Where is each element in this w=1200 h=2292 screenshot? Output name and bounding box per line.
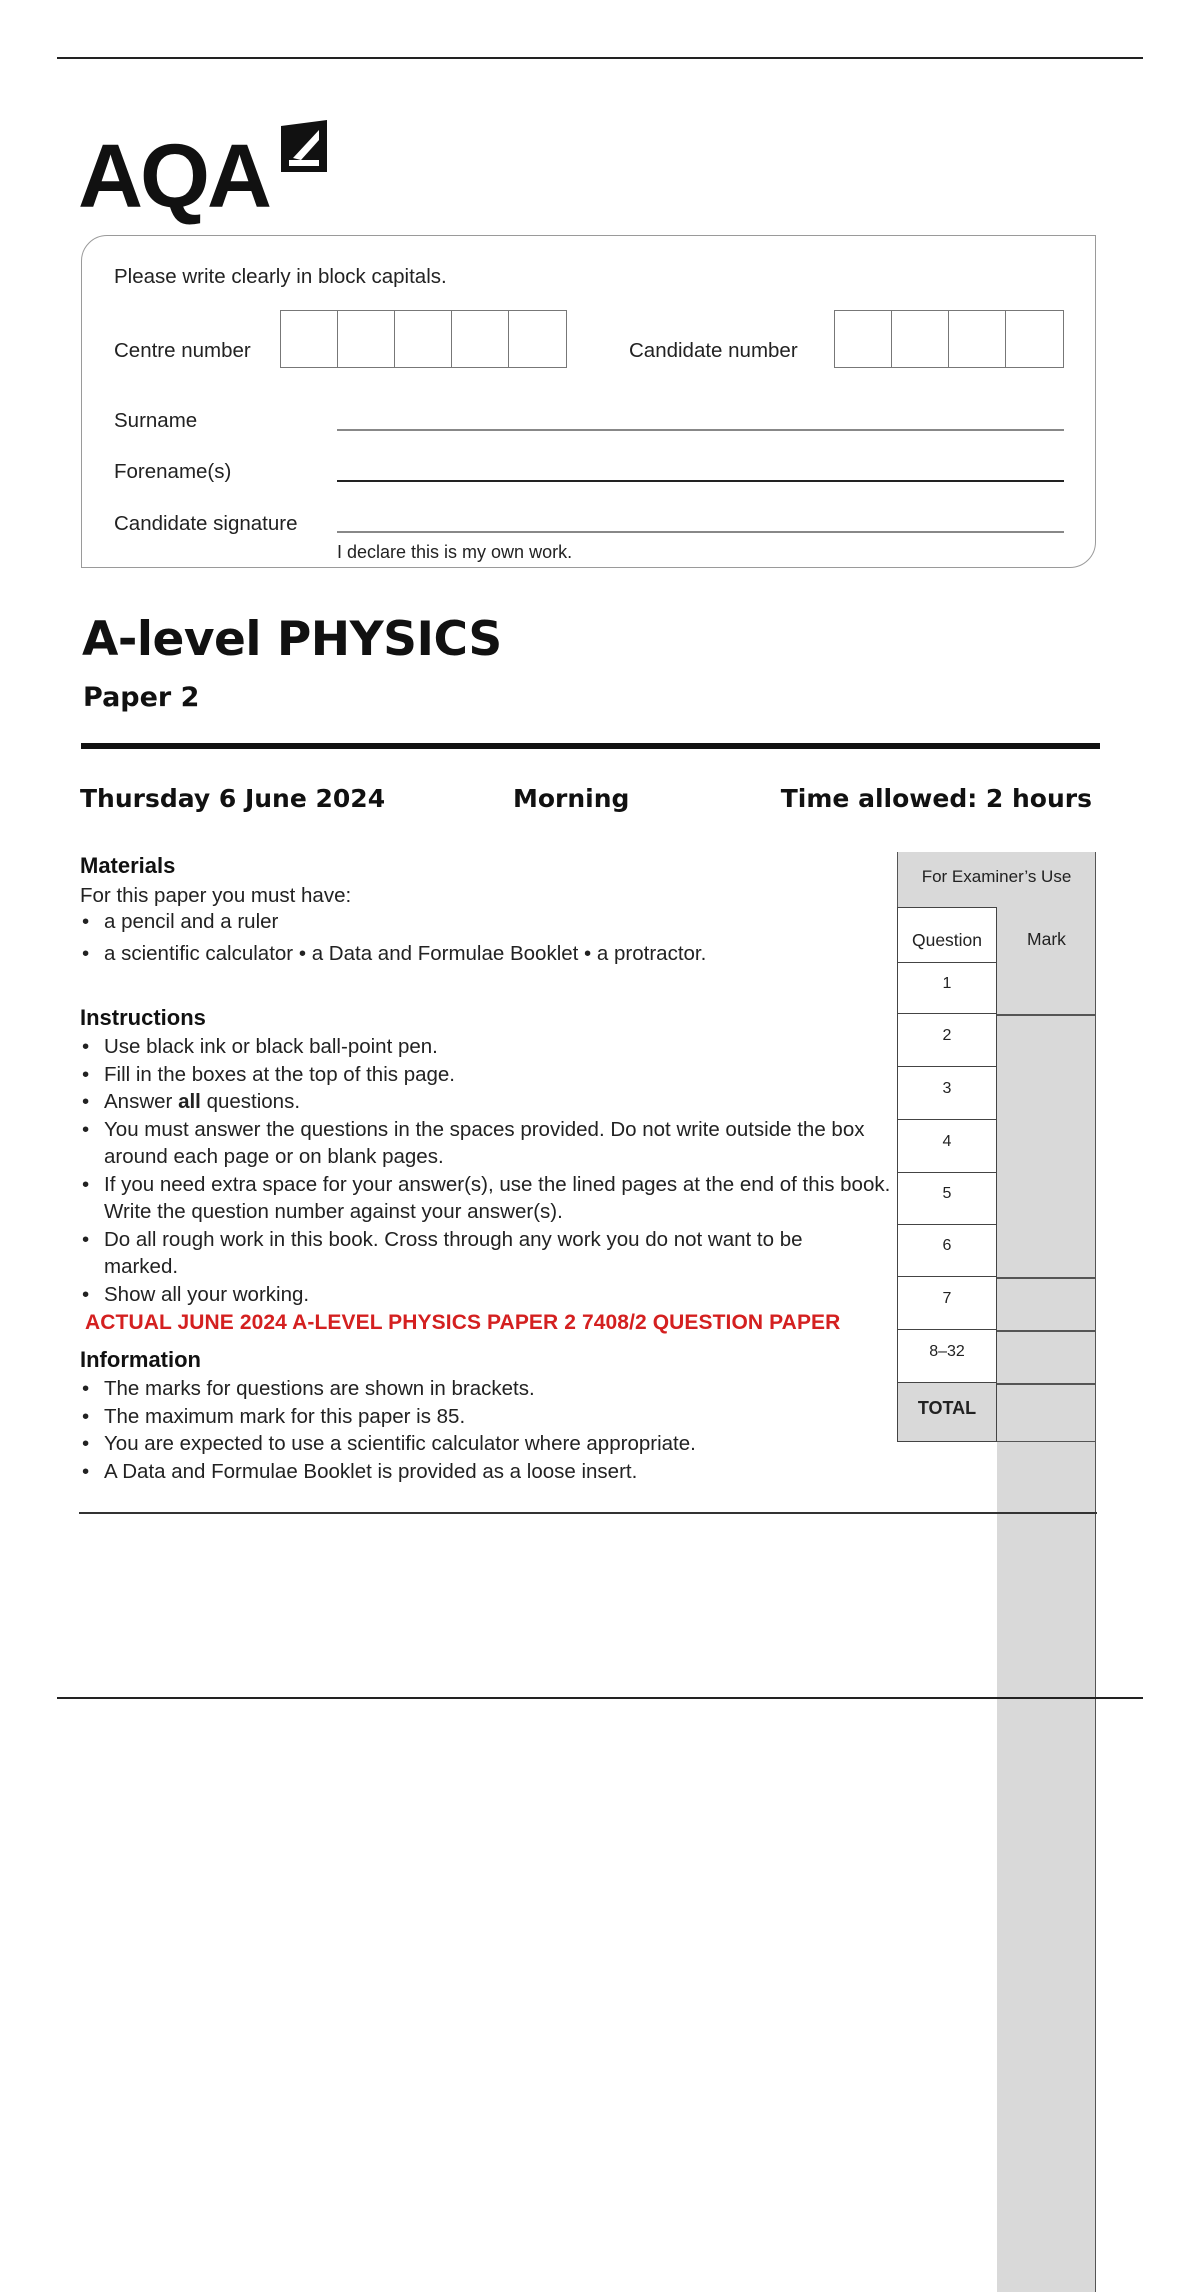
question-row: 5 <box>897 1173 997 1225</box>
centre-number-digit[interactable] <box>338 311 395 367</box>
exam-session: Morning <box>513 784 630 813</box>
aqa-logo <box>78 112 331 227</box>
forenames-label: Forename(s) <box>114 460 232 483</box>
examiner-use-heading: For Examiner’s Use <box>897 852 1096 907</box>
paper-subtitle: Paper 2 <box>83 682 200 713</box>
centre-number-digit[interactable] <box>395 311 452 367</box>
list-item: • The marks for questions are shown in brackets. <box>80 1375 910 1403</box>
list-item: • You are expected to use a scientific calculator where appropriate. <box>80 1430 910 1458</box>
centre-number-digit[interactable] <box>452 311 509 367</box>
time-allowed: Time allowed: 2 hours <box>780 784 1092 813</box>
information-heading: Information <box>80 1347 201 1372</box>
candidate-number-label: Candidate number <box>629 339 798 362</box>
candidate-number-digit[interactable] <box>835 311 892 367</box>
list-item: • Show all your working. <box>80 1281 910 1309</box>
materials-intro: For this paper you must have: <box>80 884 352 907</box>
mark-separator <box>997 1277 1096 1279</box>
centre-number-digit[interactable] <box>281 311 338 367</box>
surname-field[interactable] <box>337 429 1064 431</box>
materials-heading: Materials <box>80 853 176 878</box>
mark-separator <box>997 1330 1096 1332</box>
list-item-text: Answer <box>104 1090 173 1113</box>
exam-date: Thursday 6 June 2024 <box>80 784 386 813</box>
candidate-number-digit[interactable] <box>949 311 1006 367</box>
materials-list <box>80 908 820 967</box>
list-item-text: questions. <box>206 1090 301 1113</box>
question-column-header: Question <box>897 907 997 962</box>
centre-number-boxes[interactable] <box>280 310 567 368</box>
list-item: • You must answer the questions in the spaces provided. Do not write outside the box around each page or on blank pages. <box>80 1116 904 1171</box>
centre-number-digit[interactable] <box>509 311 566 367</box>
candidate-number-boxes[interactable] <box>834 310 1064 368</box>
block-capitals-instruction: Please write clearly in block capitals. <box>114 265 447 288</box>
candidate-number-digit[interactable] <box>1006 311 1063 367</box>
bottom-rule <box>57 1697 1143 1699</box>
surname-label: Surname <box>114 409 198 432</box>
list-item: • Do all rough work in this book. Cross through any work you do not want to be marked. <box>80 1226 804 1281</box>
mark-column-fill <box>997 907 1096 1442</box>
aqa-logo-text: AQA <box>78 127 269 227</box>
emphasis-all: all <box>178 1090 201 1113</box>
centre-number-label: Centre number <box>114 339 251 362</box>
mark-separator <box>997 1383 1096 1385</box>
list-item: • The maximum mark for this paper is 85. <box>80 1403 910 1431</box>
list-item: • A Data and Formulae Booklet is provided as a loose insert. <box>80 1458 910 1486</box>
question-row: 6 <box>897 1225 997 1277</box>
question-row: 1 <box>897 962 997 1014</box>
signature-field[interactable] <box>337 531 1064 533</box>
aqa-logo-mark-icon <box>275 116 331 178</box>
information-list <box>80 1375 910 1485</box>
list-item: • a pencil and a ruler <box>80 908 820 936</box>
question-row: 4 <box>897 1120 997 1173</box>
question-row: 8–32 <box>897 1330 997 1383</box>
content-end-rule <box>79 1512 1097 1514</box>
examiner-grid <box>897 852 1096 1442</box>
list-item <box>80 1088 910 1116</box>
list-item: • a scientific calculator • a Data and Formulae Booklet • a protractor. <box>80 940 820 968</box>
forenames-field[interactable] <box>337 480 1064 482</box>
candidate-number-digit[interactable] <box>892 311 949 367</box>
title-divider <box>81 743 1100 749</box>
question-row: 7 <box>897 1277 997 1330</box>
page-title: A-level PHYSICS <box>82 612 502 667</box>
mark-column-header: Mark <box>1027 929 1066 949</box>
list-item: • Use black ink or black ball-point pen. <box>80 1033 910 1061</box>
instructions-list <box>80 1033 910 1308</box>
question-row: 3 <box>897 1067 997 1120</box>
total-row: TOTAL <box>897 1383 997 1442</box>
question-row: 2 <box>897 1014 997 1067</box>
instructions-heading: Instructions <box>80 1005 206 1030</box>
signature-label: Candidate signature <box>114 512 298 535</box>
top-rule <box>57 57 1143 59</box>
list-item: • If you need extra space for your answer(s), use the lined pages at the end of this book. Write the question number against your answer(s). <box>80 1171 914 1226</box>
mark-separator <box>997 1014 1096 1016</box>
list-item: • Fill in the boxes at the top of this page. <box>80 1061 910 1089</box>
red-watermark-note: ACTUAL JUNE 2024 A-LEVEL PHYSICS PAPER 2 7408/2 QUESTION PAPER <box>85 1311 841 1334</box>
declaration-text: I declare this is my own work. <box>337 542 573 562</box>
